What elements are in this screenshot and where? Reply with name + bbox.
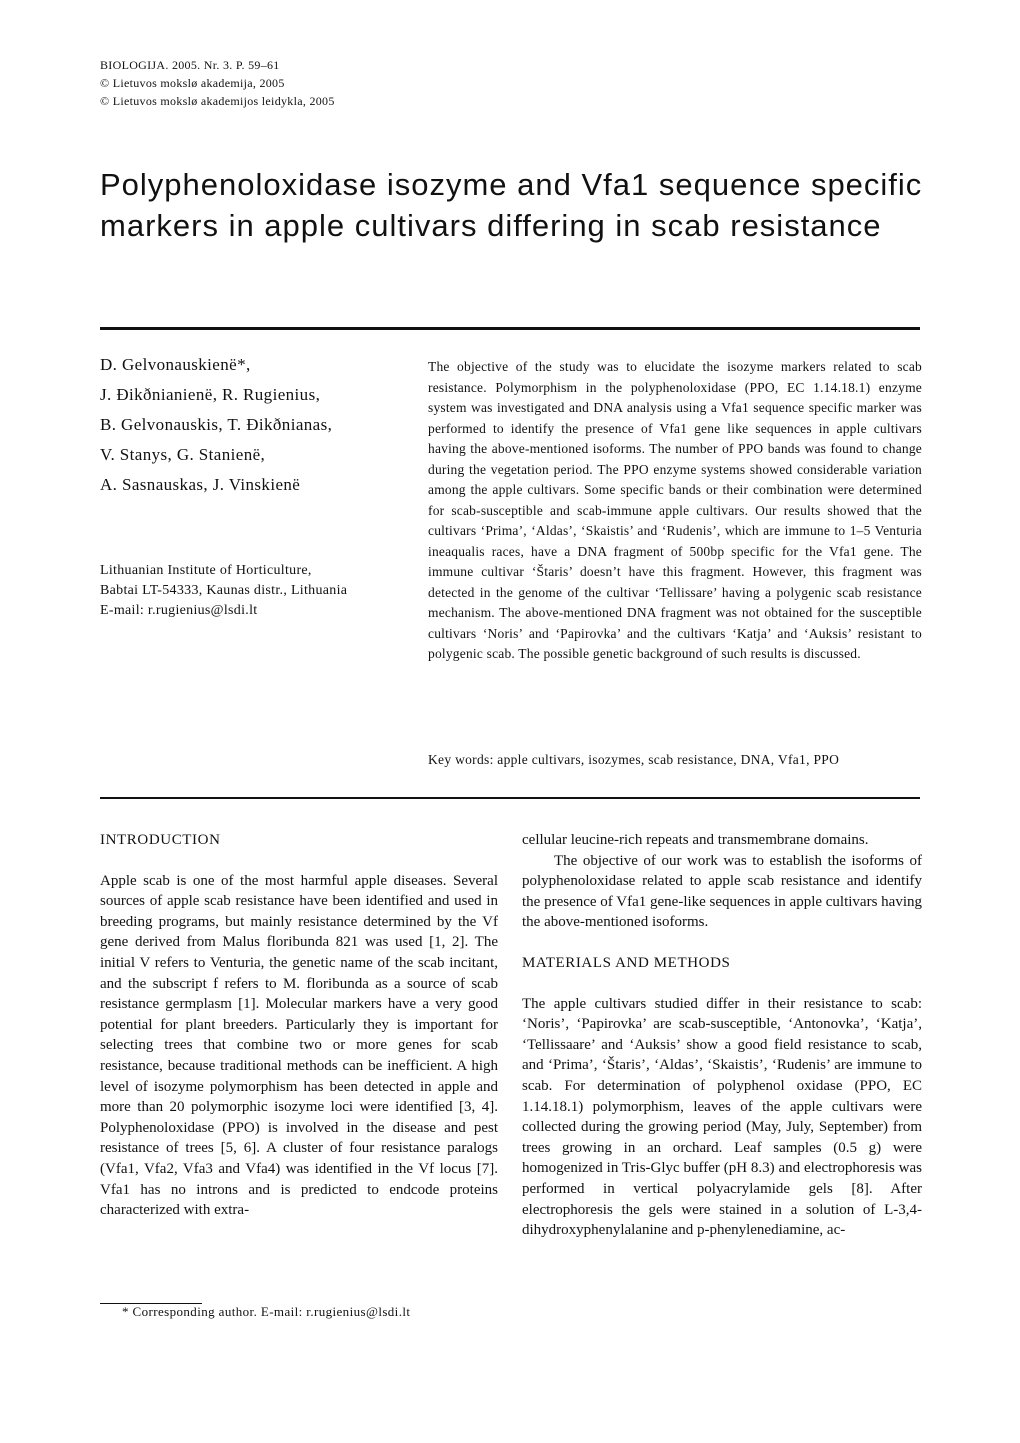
footnote: * Corresponding author. E-mail: r.rugienius@lsdi.lt xyxy=(122,1304,411,1319)
objective-paragraph: The objective of our work was to establish the isoforms of polyphenoloxidase related to apple scab resistance and identify the presence of Vfa1 gene-like sequences in apple cultivars having the above-mentioned isoforms. xyxy=(522,852,922,931)
methods-paragraph: The apple cultivars studied differ in their resistance to scab: ‘Noris’, ‘Papirovka’ are scab-susceptible, ‘Antonovka’, ‘Katja’, ‘Tellissaare’ and ‘Auksis’ show a good field resistance to scab, and ‘Prima’, ‘Štaris’, ‘Aldas’, ‘Skaistis’, ‘Rudenis’ are immune to scab. For determination of polyphenol oxidase (PPO, EC 1.14.18.1) polymorphism, leaves of the apple cultivars were collected during the growing period (May, July, September) from trees growing in an orchard. Leaf samples (0.5 g) were homogenized in Tris-Glyc buffer (pH 8.3) and electrophoresis was performed in vertical polyacrylamide gels [8]. After electrophoresis the gels were stained in a solution of L-3,4-dihydroxyphenylalanine and p-phenylenediamine, ac- xyxy=(522,995,922,1239)
introduction-column xyxy=(100,830,498,1221)
keywords: Key words: apple cultivars, isozymes, scab resistance, DNA, Vfa1, PPO xyxy=(428,752,840,767)
introduction-paragraph-continued: cellular leucine-rich repeats and transmembrane domains. xyxy=(522,832,869,848)
introduction-heading: INTRODUCTION xyxy=(100,832,221,848)
right-column xyxy=(522,830,922,1241)
author-line: J. Ðikðnianienë, R. Rugienius, xyxy=(100,385,321,404)
author-line: A. Sasnauskas, J. Vinskienë xyxy=(100,475,301,494)
journal-citation: BIOLOGIJA. 2005. Nr. 3. P. 59–61 xyxy=(100,58,280,72)
affiliation-address: Babtai LT-54333, Kaunas distr., Lithuania xyxy=(100,583,348,598)
affiliation-email: E-mail: r.rugienius@lsdi.lt xyxy=(100,603,258,618)
paper-title: Polyphenoloxidase isozyme and Vfa1 sequence specific markers in apple cultivars differing in scab resistance xyxy=(100,167,923,243)
copyright-publisher: © Lietuvos mokslø akademijos leidykla, 2005 xyxy=(100,94,335,108)
affiliation xyxy=(100,561,415,621)
author-list xyxy=(100,354,410,504)
author-line: V. Stanys, G. Stanienë, xyxy=(100,445,266,464)
journal-header xyxy=(100,56,335,110)
title-divider xyxy=(100,327,920,330)
copyright-academy: © Lietuvos mokslø akademija, 2005 xyxy=(100,76,285,90)
affiliation-institute: Lithuanian Institute of Horticulture, xyxy=(100,563,312,578)
author-line: D. Gelvonauskienë*, xyxy=(100,355,251,374)
methods-heading: MATERIALS AND METHODS xyxy=(522,954,731,971)
introduction-paragraph: Apple scab is one of the most harmful apple diseases. Several sources of apple scab resistance have been identified and used in breeding programs, but mainly resistance determined by the Vf gene derived from Malus floribunda 821 was used [1, 2]. The initial V refers to Venturia, the genetic name of the scab incitant, and the subscript f refers to M. floribunda as a source of scab resistance germplasm [1]. Molecular markers have a very good potential for plant breeders. Particularly they is important for selecting trees that combine two or more genes for scab resistance, because traditional methods can be inefficient. A high level of isozyme polymorphism has been detected in apple and more than 20 polymorphic isozyme loci were identified [3, 4]. Polyphenoloxidase (PPO) is involved in the disease and pest resistance of trees [5, 6]. A cluster of four resistance paralogs (Vfa1, Vfa2, Vfa3 and Vfa4) was identified in the Vf locus [7]. Vfa1 has no introns and is predicted to endcode proteins characterized with extra- xyxy=(100,872,498,1219)
abstract-divider xyxy=(100,797,920,799)
author-line: B. Gelvonauskis, T. Ðikðnianas, xyxy=(100,415,333,434)
abstract: The objective of the study was to elucidate the isozyme markers related to scab resistance. Polymorphism in the polyphenoloxidase (PPO, EC 1.14.18.1) enzyme system was investigated and DNA analysis using a Vfa1 sequence specific marker was performed to identify the presence of Vfa1 gene like sequences in apple cultivars having the above-mentioned isoforms. The number of PPO bands was found to change during the vegetation period. The PPO enzyme systems showed considerable variation among the apple cultivars. Some specific bands or their combination were determined for scab-susceptible and scab-immune apple cultivars. Our results showed that the cultivars ‘Prima’, ‘Aldas’, ‘Skaistis’ and ‘Rudenis’, which are immune to 1–5 Venturia ineaqualis races, have a DNA fragment of 500bp specific for the Vfa1 gene. The immune cultivar ‘Štaris’ doesn’t have this fragment. However, this fragment was detected in the genome of the cultivar ‘Tellissare’ having a polygenic scab resistance mechanism. The above-mentioned DNA fragment was not obtained for the susceptible cultivars ‘Noris’ and ‘Papirovka’ and the cultivars ‘Katja’ and ‘Auksis’ resistant to polygenic scab. The possible genetic background of such results is discussed. xyxy=(428,359,922,661)
